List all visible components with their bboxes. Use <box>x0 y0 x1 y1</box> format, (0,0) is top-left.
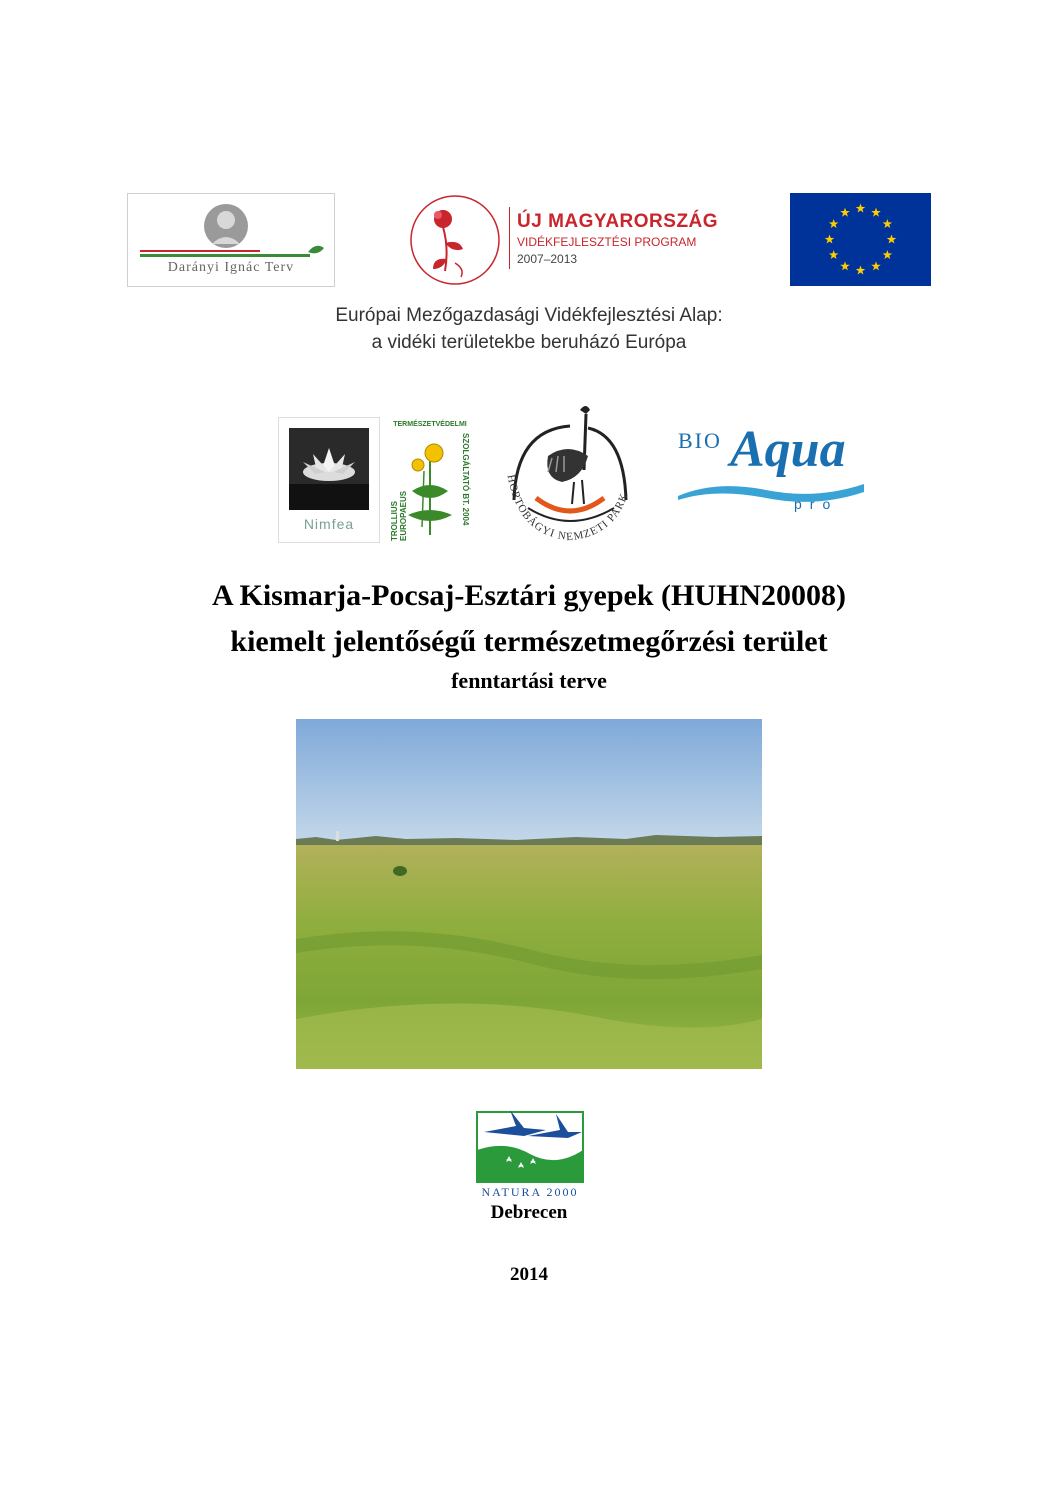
eafrd-line-1: Európai Mezőgazdasági Vidékfejlesztési Alap: <box>335 305 723 326</box>
hortobagy-national-park-logo <box>492 400 648 545</box>
natura-2000-logo <box>476 1110 584 1198</box>
document-title-line-1: A Kismarja-Pocsaj-Esztári gyepek (HUHN20008) <box>211 579 847 612</box>
natura-label: NATURA 2000 <box>481 1185 579 1198</box>
natura-birds-icon <box>476 1110 584 1198</box>
globe-flower-icon <box>402 431 458 537</box>
bioaqua-bio-text: BIO <box>678 428 722 453</box>
grassland-cover-photo <box>296 719 762 1069</box>
umvp-period: 2007–2013 <box>517 252 578 266</box>
eu-flag-logo <box>790 193 931 286</box>
umvp-title: ÚJ MAGYARORSZÁG <box>517 211 719 232</box>
water-lily-icon <box>289 428 369 510</box>
eu-star-icon <box>883 250 893 259</box>
daranyi-ignac-terv-logo <box>127 193 335 287</box>
eu-star-icon <box>829 219 839 228</box>
crane-emblem-icon <box>492 400 648 545</box>
document-subtitle: fenntartási terve <box>451 668 607 693</box>
trollius-right-text: SZOLGÁLTATÓ BT. 2004 <box>461 433 470 526</box>
eu-star-icon <box>829 250 839 259</box>
rose-emblem-icon <box>405 193 505 285</box>
document-title-line-2: kiemelt jelentőségű természetmegőrzési terület <box>230 625 828 658</box>
eu-star-icon <box>871 208 881 217</box>
publication-year: 2014 <box>510 1264 548 1285</box>
eu-star-icon <box>856 266 866 275</box>
eafrd-slogan <box>0 302 1058 356</box>
publication-city: Debrecen <box>490 1202 568 1223</box>
trollius-top-text: TERMÉSZETVÉDELMI <box>393 421 467 428</box>
eu-star-icon <box>856 204 866 213</box>
eu-star-icon <box>887 235 897 244</box>
nimfea-logo <box>278 417 380 543</box>
eafrd-line-2: a vidéki területekbe beruházó Európa <box>371 332 687 353</box>
eu-star-icon <box>840 261 850 270</box>
eu-stars-icon <box>790 193 931 286</box>
eu-star-icon <box>840 208 850 217</box>
bioaqua-aqua-text: Aqua <box>730 421 846 478</box>
trollius-left-text: TROLLIUS EUROPAEUS <box>390 490 408 541</box>
nimfea-label: Nimfea <box>303 516 355 532</box>
hnp-label: HORTOBÁGYI NEMZETI PARK <box>504 473 631 544</box>
bioaqua-pro-text: pro <box>794 496 839 512</box>
umvp-subtitle: VIDÉKFEJLESZTÉSI PROGRAM <box>517 235 697 249</box>
eu-star-icon <box>871 261 881 270</box>
umvp-logo <box>405 193 725 285</box>
eu-star-icon <box>883 219 893 228</box>
daranyi-caption: Darányi Ignác Terv <box>167 260 295 275</box>
eu-star-icon <box>825 235 835 244</box>
umvp-divider <box>509 207 510 269</box>
grassland-landscape-image <box>296 719 762 1069</box>
trollius-logo <box>388 417 472 541</box>
water-lily-photo <box>289 428 369 510</box>
bioaqua-pro-logo <box>676 421 866 520</box>
